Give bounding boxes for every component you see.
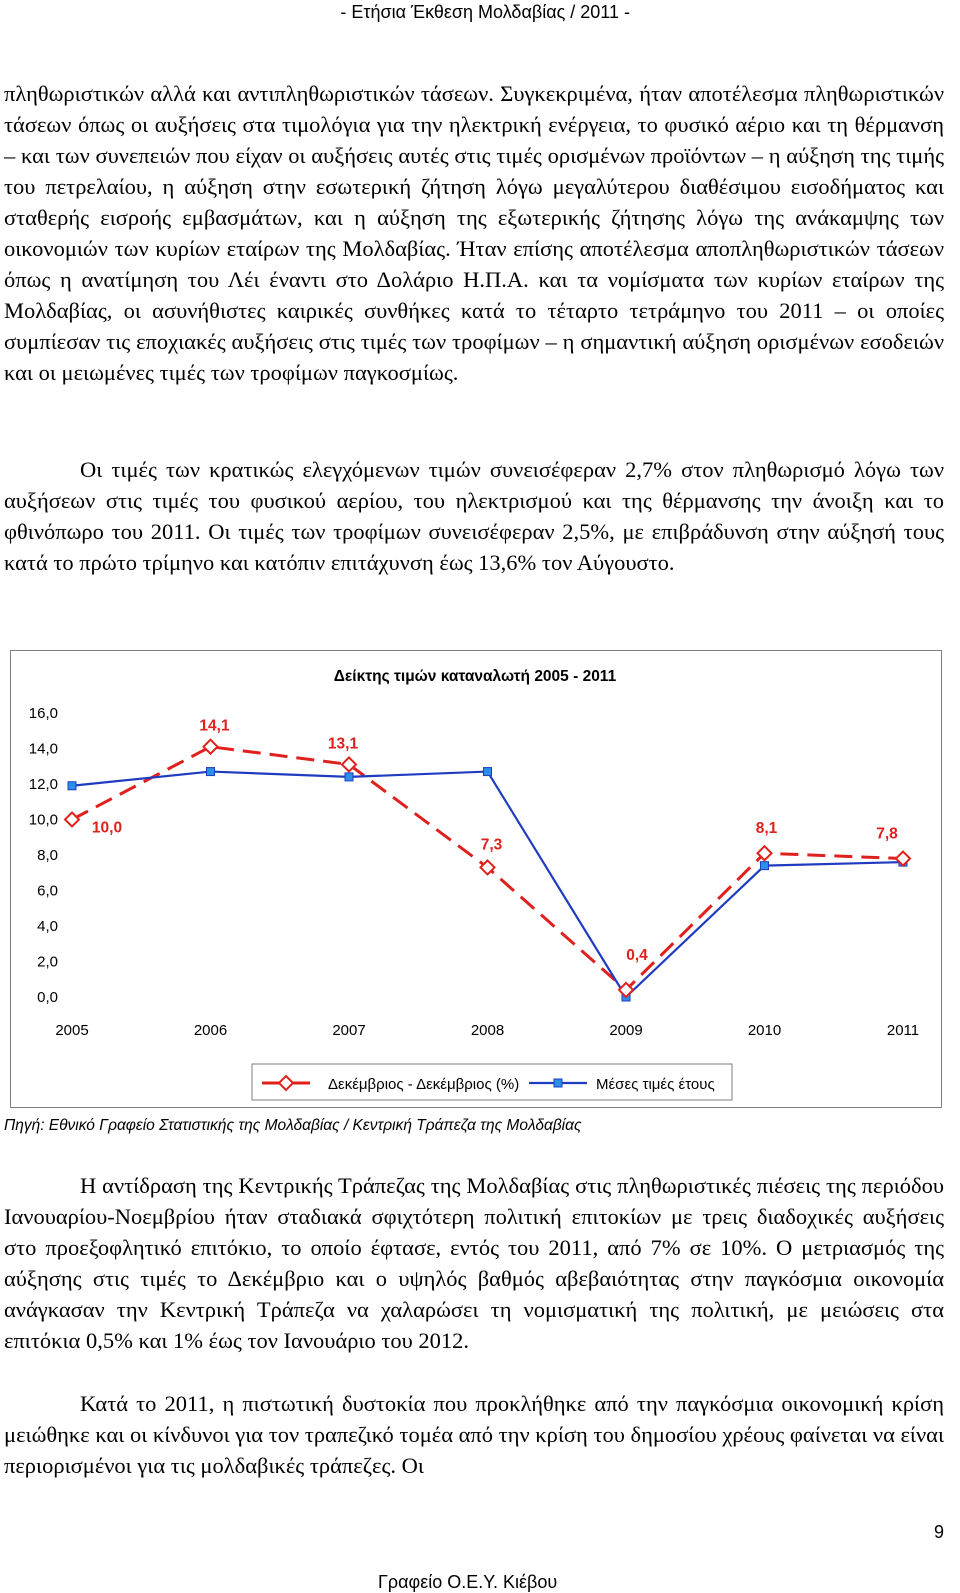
chart-title: Δείκτης τιμών καταναλωτή 2005 - 2011 xyxy=(333,668,617,685)
paragraph-3: Η αντίδραση της Κεντρικής Τράπεζας της Μολδαβίας στις πληθωριστικές πιέσεις της περιόδου Ιανουαρίου-Νοεμβρίου ήταν σταδιακά σφιχτότερη πολιτική επιτοκίων με τρεις διαδοχικές αυξήσεις στο προεξοφλητικό επιτόκιο, το οποίο έφτασε, εντός του 2011, από 7% σε 10%. Ο μετριασμός της αύξησης στις τιμές το Δεκέμβριο και ο υψηλός βαθμός αβεβαιότητας στην παγκόσμια οικονομία ανάγκασαν την Κεντρική Τράπεζα να χαλαρώσει τη νομισματική της πολιτική, με μειώσεις στα επιτόκια 0,5% και 1% έως τον Ιανουάριο του 2012. xyxy=(4,1173,944,1353)
series-annual-average-point xyxy=(207,768,215,776)
page-footer: Γραφείο Ο.Ε.Υ. Κιέβου xyxy=(378,1572,558,1592)
series-annual-average-point xyxy=(68,782,76,790)
x-tick-label: 2005 xyxy=(55,1022,89,1039)
series-dec-dec-point xyxy=(896,852,910,866)
x-tick-label: 2006 xyxy=(193,1022,228,1039)
y-tick-label: 10,0 xyxy=(28,811,58,829)
series-dec-dec-point xyxy=(204,740,218,754)
data-label: 8,1 xyxy=(755,820,778,838)
x-tick-label: 2010 xyxy=(747,1022,782,1039)
data-label: 13,1 xyxy=(327,735,359,753)
y-tick-label: 0,0 xyxy=(37,989,58,1006)
cpi-chart xyxy=(10,650,942,1108)
y-tick-label: 6,0 xyxy=(37,882,58,900)
series-annual-average-line xyxy=(72,772,903,997)
x-tick-label: 2008 xyxy=(470,1022,505,1039)
legend-average-marker xyxy=(554,1079,562,1087)
series-annual-average-point xyxy=(484,768,492,776)
series-annual-average-point xyxy=(761,862,769,870)
data-label: 0,4 xyxy=(626,946,648,964)
y-tick-label: 2,0 xyxy=(37,953,58,971)
chart-source: Πηγή: Εθνικό Γραφείο Στατιστικής της Μολδαβίας / Κεντρική Τράπεζα της Μολδαβίας xyxy=(4,1117,582,1134)
x-tick-label: 2011 xyxy=(886,1022,920,1039)
series-annual-average-point xyxy=(345,773,353,781)
y-tick-label: 4,0 xyxy=(37,918,58,935)
chart-svg xyxy=(11,651,941,1107)
paragraph-1: πληθωριστικών αλλά και αντιπληθωριστικών τάσεων. Συγκεκριμένα, ήταν αποτέλεσμα πληθωριστικών τάσεων όπως οι αυξήσεις στα τιμολόγια για την ηλεκτρική ενέργεια, το φυσικό αέριο και τη θέρμανση – και των συνεπειών που είχαν οι αυξήσεις αυτές στις τιμές ορισμένων προϊόντων – η αύξηση της τιμής του πετρελαίου, η αύξηση στην εσωτερική ζήτηση λόγω μεγαλύτερου διαθέσιμου εισοδήματος και σταθερής εισροής εμβασμάτων, και η αύξηση της εξωτερικής ζήτησης λόγω της ανάκαμψης των οικονομιών των κυρίων εταίρων της Μολδαβίας. Ήταν επίσης αποτέλεσμα αποπληθωριστικών τάσεων όπως η ανατίμηση του Λέι έναντι στο Δολάριο Η.Π.Α. και τα νομίσματα των κυρίων εταίρων της Μολδαβίας, οι ασυνήθιστες καιρικές συνθήκες κατά το τέταρτο τετράμηνο του 2011 – οι οποίες συμπίεσαν τις εποχιακές αυξήσεις στις τιμές των τροφίμων – η σημαντική αύξηση ορισμένων εσοδειών και οι μειωμένες τιμές των τροφίμων παγκοσμίως. xyxy=(4,81,944,385)
x-tick-label: 2009 xyxy=(609,1022,643,1039)
data-label: 14,1 xyxy=(199,717,230,735)
paragraph-4: Κατά το 2011, η πιστωτική δυστοκία που προκλήθηκε από την παγκόσμια οικονομική κρίση μειώθηκε και οι κίνδυνοι για τον τραπεζικό τομέα από την κρίση του δημοσίου χρέους φαίνεται να είναι περιορισμένοι για τις μολδαβικές τράπεζες. Οι xyxy=(4,1391,944,1478)
page-number: 9 xyxy=(933,1522,944,1542)
y-tick-label: 12,0 xyxy=(28,776,58,793)
y-tick-label: 8,0 xyxy=(37,847,58,864)
paragraph-2: Οι τιμές των κρατικώς ελεγχόμενων τιμών συνεισέφεραν 2,7% στον πληθωρισμό λόγω των αυξήσεων στις τιμές του φυσικού αερίου, του ηλεκτρισμού και της θέρμανσης την άνοιξη και το φθινόπωρο του 2011. Οι τιμές των τροφίμων συνεισέφεραν 2,5%, με επιβράδυνση στην αύξησή τους κατά το πρώτο τρίμηνο και κατόπιν επιτάχυνση έως 13,6% τον Αύγουστο. xyxy=(4,457,944,575)
legend-dec-dec-label: Δεκέμβριος - Δεκέμβριος (%) xyxy=(328,1076,520,1093)
legend-average-label: Μέσες τιμές έτους xyxy=(596,1076,715,1093)
data-label: 7,3 xyxy=(480,836,503,854)
page-header: - Ετήσια Έκθεση Μολδαβίας / 2011 - xyxy=(340,2,630,22)
x-tick-label: 2007 xyxy=(332,1022,366,1039)
data-label: 10,0 xyxy=(91,819,123,837)
data-label: 7,8 xyxy=(876,825,898,843)
series-dec-dec-point xyxy=(65,813,79,827)
y-tick-label: 16,0 xyxy=(28,705,58,722)
y-tick-label: 14,0 xyxy=(28,740,58,758)
